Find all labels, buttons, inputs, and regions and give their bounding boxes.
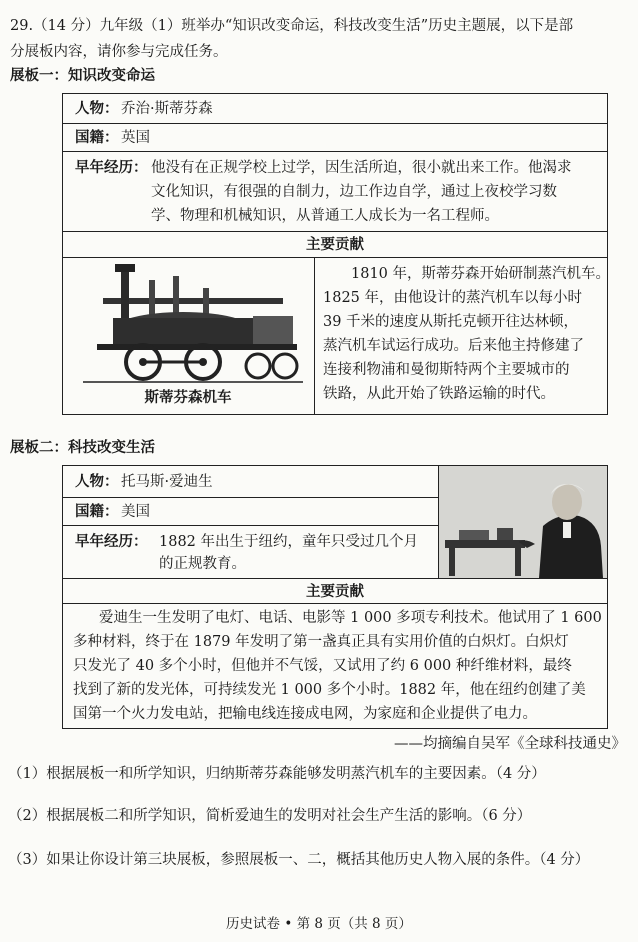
panel1-person-value: 乔治·斯蒂芬森 bbox=[121, 101, 213, 117]
task-2: （2）根据展板二和所学知识，简析爱迪生的发明对社会生产生活的影响。（6 分） bbox=[8, 808, 532, 824]
panel2-contrib-line: 只发光了 40 多个小时，但他并不气馁，又试用了约 6 000 种纤维材料，最终 bbox=[73, 658, 572, 674]
page-footer: 历史试卷 • 第 8 页（共 8 页） bbox=[226, 916, 412, 932]
panel1-nation-value: 英国 bbox=[121, 130, 150, 146]
panel1-image-caption: 斯蒂芬森机车 bbox=[144, 389, 232, 406]
panel1-contrib-line: 39 千米的速度从斯托克顿开往达林顿， bbox=[323, 314, 579, 330]
locomotive-image bbox=[63, 258, 313, 388]
panel1-contrib-line: 铁路，从此开始了铁路运输的时代。 bbox=[323, 386, 555, 402]
panel2-contrib-header-row bbox=[63, 578, 607, 604]
panel1-nation-row bbox=[63, 124, 607, 152]
panel1-early-line: 文化知识，有很强的自制力，边工作边自学，通过上夜校学习数 bbox=[151, 184, 557, 200]
panel2-table bbox=[62, 465, 608, 729]
panel2-photo-cell bbox=[439, 466, 607, 578]
panel2-heading: 展板二：科技改变生活 bbox=[10, 439, 155, 456]
panel1-contrib-text bbox=[323, 262, 610, 406]
question-line-1: 29.（14 分）九年级（1）班举办“知识改变命运，科技改变生活”历史主题展，以下是部 bbox=[10, 18, 574, 34]
panel1-contrib-header: 主要贡献 bbox=[306, 236, 364, 253]
panel1-contrib-header-row bbox=[63, 232, 607, 258]
panel2-contrib-line: 国第一个火力发电站，把输电线连接成电网，为家庭和企业提供了电力。 bbox=[73, 706, 537, 722]
panel1-early-line: 学、物理和机械知识，从普通工人成长为一名工程师。 bbox=[151, 208, 499, 224]
panel2-person-row bbox=[63, 466, 438, 498]
panel1-contrib-line: 1825 年，由他设计的蒸汽机车以每小时 bbox=[323, 290, 583, 306]
panel2-contrib-text bbox=[73, 606, 602, 726]
panel2-contrib-line: 多种材料，终于在 1879 年发明了第一盏真正具有实用价值的白炽灯。白炽灯 bbox=[73, 634, 569, 650]
panel1-table bbox=[62, 93, 611, 415]
panel1-person-label: 人物： bbox=[75, 100, 119, 117]
panel2-contrib-header: 主要贡献 bbox=[306, 583, 364, 600]
panel2-early-line: 1882 年出生于纽约，童年只受过几个月 bbox=[159, 534, 419, 550]
panel2-early-line: 的正规教育。 bbox=[159, 556, 246, 572]
task-1: （1）根据展板一和所学知识，归纳斯蒂芬森能够发明蒸汽机车的主要因素。（4 分） bbox=[8, 766, 546, 782]
panel1-early-row bbox=[63, 152, 607, 232]
panel1-image-cell bbox=[63, 258, 315, 414]
task-3: （3）如果让你设计第三块展板，参照展板一、二，概括其他历史人物入展的条件。（4 分） bbox=[8, 852, 590, 868]
panel1-person-row bbox=[63, 94, 607, 124]
panel1-contrib-line: 蒸汽机车试运行成功。后来他主持修建了 bbox=[323, 338, 584, 354]
edison-photo bbox=[439, 466, 607, 578]
question-line-2: 分展板内容，请你参与完成任务。 bbox=[10, 44, 228, 60]
panel2-info-cell bbox=[63, 466, 439, 578]
panel2-nation-label: 国籍： bbox=[75, 503, 119, 520]
panel2-early-label: 早年经历： bbox=[75, 533, 148, 550]
panel1-contrib-line: 1810 年，斯蒂芬森开始研制蒸汽机车。 bbox=[351, 266, 611, 282]
panel2-person-value: 托马斯·爱迪生 bbox=[121, 474, 213, 490]
panel2-person-label: 人物： bbox=[75, 473, 119, 490]
panel1-contrib-line: 连接利物浦和曼彻斯特两个主要城市的 bbox=[323, 362, 570, 378]
panel1-early-label: 早年经历： bbox=[75, 159, 148, 176]
panel1-nation-label: 国籍： bbox=[75, 129, 119, 146]
panel1-heading: 展板一：知识改变命运 bbox=[10, 67, 155, 84]
panel2-contrib-line: 找到了新的发光体，可持续发光 1 000 多个小时。1882 年，他在纽约创建了美 bbox=[73, 682, 586, 698]
source-citation: ——均摘编自吴军《全球科技通史》 bbox=[394, 736, 626, 752]
panel2-nation-value: 美国 bbox=[121, 504, 150, 520]
panel2-contrib-line: 爱迪生一生发明了电灯、电话、电影等 1 000 多项专利技术。他试用了 1 600 bbox=[99, 610, 602, 626]
panel2-nation-row bbox=[63, 498, 438, 526]
panel1-early-line: 他没有在正规学校上过学，因生活所迫，很小就出来工作。他渴求 bbox=[151, 160, 572, 176]
